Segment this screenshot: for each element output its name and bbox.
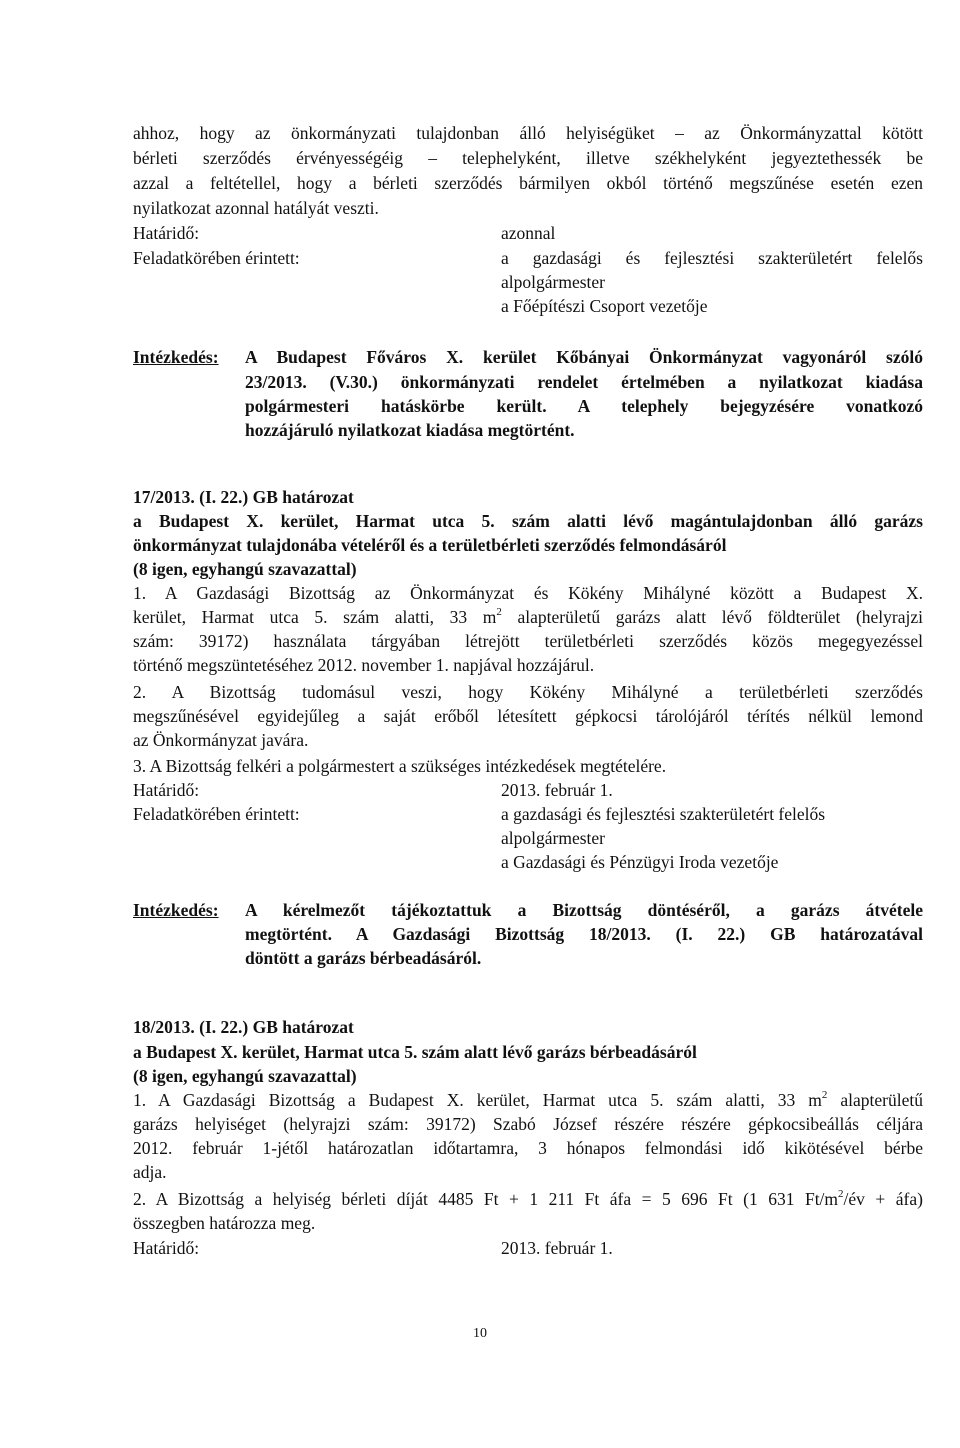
responsible-value: alpolgármester (501, 828, 605, 848)
text-line: bérleti szerződés érvényességéig – telephelyként, illetve székhelyként jegyeztethessék be (133, 148, 923, 168)
resolution-heading: 17/2013. (I. 22.) GB határozat (133, 487, 354, 507)
action-text: A Budapest Főváros X. kerület Kőbányai Önkormányzat vagyonáról szóló (245, 347, 923, 367)
action-text: hozzájáruló nyilatkozat kiadása megtörtént. (245, 420, 575, 440)
action-label: Intézkedés: (133, 900, 219, 920)
resolution-subject: a Budapest X. kerület, Harmat utca 5. szám alatti lévő magántulajdonban álló garázs (133, 511, 923, 531)
vote-result: (8 igen, egyhangú szavazattal) (133, 1066, 357, 1086)
text-line: összegben határozza meg. (133, 1213, 316, 1233)
text-line: 2. A Bizottság a helyiség bérleti díját 4485 Ft + 1 211 Ft áfa = 5 696 Ft (1 631 $Ft/m^2/év$ + áfa) (133, 1188, 923, 1209)
text-line: 3. A Bizottság felkéri a polgármestert a szükséges intézkedések megtételére. (133, 756, 667, 776)
deadline-label: Határidő: (133, 780, 200, 800)
text-line: az Önkormányzat javára. (133, 730, 309, 750)
page-number: 10 (473, 1326, 487, 1341)
text-line: nyilatkozat azonnal hatályát veszti. (133, 198, 379, 218)
text-line: kerület, Harmat utca 5. szám alatti, 33 $m^2$ alapterületű garázs alatt lévő földterület (helyrajzi (133, 606, 923, 627)
resolution-subject: önkormányzat tulajdonába vételéről és a területbérleti szerződés felmondásáról (133, 535, 727, 555)
responsible-value: a gazdasági és fejlesztési szakterületért felelős (501, 248, 923, 268)
deadline-value: 2013. február 1. (501, 1238, 613, 1258)
action-text: döntött a garázs bérbeadásáról. (245, 948, 482, 968)
text-line: ahhoz, hogy az önkormányzati tulajdonban álló helyiségüket – az Önkormányzattal kötött (133, 123, 923, 143)
text-line: megszűnésével egyidejűleg a saját erőből létesített gépkocsi tárolójáról térítés nélkül lemond (133, 706, 923, 726)
text-line: 1. A Gazdasági Bizottság a Budapest X. kerület, Harmat utca 5. szám alatti, 33 $m^2$ alapterületű (133, 1089, 923, 1110)
text-line: 2. A Bizottság tudomásul veszi, hogy Kökény Mihályné a területbérleti szerződés (133, 682, 923, 702)
action-text: megtörtént. A Gazdasági Bizottság 18/2013. (I. 22.) GB határozatával (245, 924, 923, 944)
action-text: polgármesteri hatáskörbe került. A telephely bejegyzésére vonatkozó (245, 396, 923, 416)
vote-result: (8 igen, egyhangú szavazattal) (133, 559, 357, 579)
deadline-value: azonnal (501, 223, 556, 243)
deadline-value: 2013. február 1. (501, 780, 613, 800)
deadline-label: Határidő: (133, 223, 200, 243)
responsible-value: alpolgármester (501, 272, 605, 292)
text-line: garázs helyiséget (helyrajzi szám: 39172) Szabó József részére részére gépkocsibeállás céljára (133, 1114, 923, 1134)
text-line: 2012. február 1-jétől határozatlan időtartamra, 3 hónapos felmondási idő kikötésével bérbe (133, 1138, 923, 1158)
action-text: A kérelmezőt tájékoztattuk a Bizottság döntéséről, a garázs átvétele (245, 900, 923, 920)
action-text: 23/2013. (V.30.) önkormányzati rendelet értelmében a nyilatkozat kiadása (245, 372, 923, 392)
responsible-label: Feladatkörében érintett: (133, 804, 300, 824)
text-line: történő megszüntetéséhez 2012. november 1. napjával hozzájárul. (133, 655, 595, 675)
text-line: 1. A Gazdasági Bizottság az Önkormányzat és Kökény Mihályné között a Budapest X. (133, 583, 923, 603)
text-line: adja. (133, 1162, 167, 1182)
responsible-value: a Főépítészi Csoport vezetője (501, 296, 708, 316)
action-label: Intézkedés: (133, 347, 219, 367)
text-line: azzal a feltétellel, hogy a bérleti szerződés bármilyen okból történő megszűnése esetén ezen (133, 173, 923, 193)
text-line: szám: 39172) használata tárgyában létrejött területbérleti szerződés közös megegyezéssel (133, 631, 923, 651)
responsible-label: Feladatkörében érintett: (133, 248, 300, 268)
deadline-label: Határidő: (133, 1238, 200, 1258)
resolution-subject: a Budapest X. kerület, Harmat utca 5. szám alatt lévő garázs bérbeadásáról (133, 1042, 697, 1062)
responsible-value: a gazdasági és fejlesztési szakterületért felelős (501, 804, 826, 824)
resolution-heading: 18/2013. (I. 22.) GB határozat (133, 1017, 354, 1037)
responsible-value: a Gazdasági és Pénzügyi Iroda vezetője (501, 852, 779, 872)
